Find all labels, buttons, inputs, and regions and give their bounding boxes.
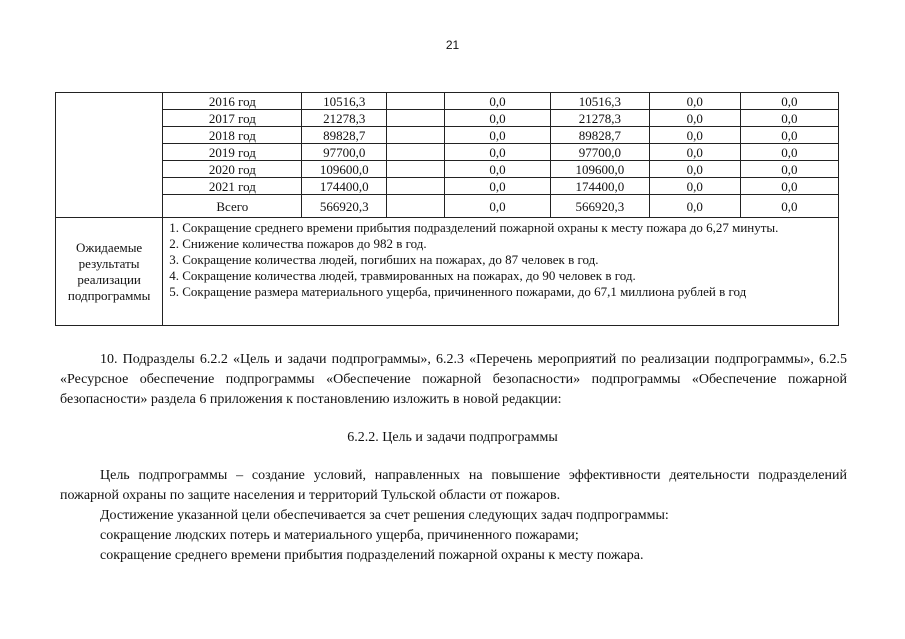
value-cell: [386, 110, 444, 127]
value-cell: 21278,3: [302, 110, 386, 127]
value-cell: 0,0: [740, 110, 838, 127]
value-cell: 566920,3: [302, 195, 386, 218]
value-cell: [386, 144, 444, 161]
value-cell: 89828,7: [550, 127, 649, 144]
page-number: 21: [445, 38, 460, 52]
section-heading: 6.2.2. Цель и задачи подпрограммы: [347, 430, 558, 445]
value-cell: 21278,3: [550, 110, 649, 127]
value-cell: 109600,0: [302, 161, 386, 178]
value-cell: 0,0: [740, 144, 838, 161]
table-row: [56, 127, 839, 144]
value-cell: 109600,0: [550, 161, 649, 178]
value-cell: 0,0: [649, 161, 740, 178]
result-item: 4. Сокращение количества людей, травмированных на пожарах, до 90 человек в год.: [169, 268, 636, 283]
value-cell: 566920,3: [550, 195, 649, 218]
table-row: [56, 110, 839, 127]
results-label: Ожидаемые результаты реализации подпрограммы: [56, 218, 163, 326]
value-cell: 0,0: [445, 127, 551, 144]
table-row: [56, 93, 839, 110]
table-row: [56, 161, 839, 178]
value-cell: 0,0: [649, 178, 740, 195]
year-cell: 2016 год: [163, 93, 302, 110]
year-cell: 2017 год: [163, 110, 302, 127]
year-cell: 2019 год: [163, 144, 302, 161]
value-cell: [386, 127, 444, 144]
year-cell: 2020 год: [163, 161, 302, 178]
goal-paragraph: Цель подпрограммы – создание условий, направленных на повышение эффективности деятельности подразделений пожарной охраны по защите населения и территорий Тульской области от пожаров.: [60, 468, 847, 503]
value-cell: 0,0: [740, 195, 838, 218]
finance-table: [55, 92, 839, 326]
value-cell: 0,0: [740, 178, 838, 195]
value-cell: [386, 161, 444, 178]
value-cell: 0,0: [740, 127, 838, 144]
value-cell: 0,0: [740, 93, 838, 110]
value-cell: 10516,3: [302, 93, 386, 110]
task-item-2: сокращение среднего времени прибытия подразделений пожарной охраны к месту пожара.: [100, 548, 644, 563]
table-row: [56, 144, 839, 161]
value-cell: 0,0: [649, 127, 740, 144]
result-item: 2. Снижение количества пожаров до 982 в год.: [169, 236, 427, 251]
value-cell: 0,0: [649, 144, 740, 161]
year-cell: 2021 год: [163, 178, 302, 195]
value-cell: 89828,7: [302, 127, 386, 144]
tasks-intro: Достижение указанной цели обеспечивается за счет решения следующих задач подпрограммы:: [100, 508, 669, 523]
task-item-1: сокращение людских потерь и материального ущерба, причиненного пожарами;: [100, 528, 579, 543]
result-item: 3. Сокращение количества людей, погибших на пожарах, до 87 человек в год.: [169, 252, 599, 267]
paragraph-10: 10. Подразделы 6.2.2 «Цель и задачи подпрограммы», 6.2.3 «Перечень мероприятий по реализации подпрограммы», 6.2.5 «Ресурсное обеспечение подпрограммы «Обеспечение пожарной безопасности» подпрограммы «Обеспечение пожарной безопасности» раздела 6 приложения к постановлению изложить в новой редакции:: [60, 352, 847, 407]
value-cell: 0,0: [445, 161, 551, 178]
results-list: [163, 218, 839, 326]
result-item: 1. Сокращение среднего времени прибытия подразделений пожарной охраны к месту пожара до 6,27 минуты.: [169, 220, 779, 235]
year-cell: Всего: [163, 195, 302, 218]
value-cell: 0,0: [740, 161, 838, 178]
value-cell: 0,0: [445, 178, 551, 195]
value-cell: 174400,0: [302, 178, 386, 195]
empty-label-cell: [56, 93, 163, 218]
value-cell: [386, 178, 444, 195]
value-cell: [386, 195, 444, 218]
value-cell: 0,0: [649, 110, 740, 127]
value-cell: 0,0: [649, 93, 740, 110]
table-row: [56, 178, 839, 195]
value-cell: 0,0: [649, 195, 740, 218]
value-cell: 0,0: [445, 195, 551, 218]
value-cell: 97700,0: [550, 144, 649, 161]
results-row: [56, 218, 839, 326]
value-cell: 0,0: [445, 110, 551, 127]
value-cell: 10516,3: [550, 93, 649, 110]
value-cell: 174400,0: [550, 178, 649, 195]
year-cell: 2018 год: [163, 127, 302, 144]
table-row: [56, 195, 839, 218]
value-cell: 0,0: [445, 93, 551, 110]
value-cell: 97700,0: [302, 144, 386, 161]
value-cell: 0,0: [445, 144, 551, 161]
result-item: 5. Сокращение размера материального ущерба, причиненного пожарами, до 67,1 миллиона рублей в год: [169, 284, 747, 299]
value-cell: [386, 93, 444, 110]
